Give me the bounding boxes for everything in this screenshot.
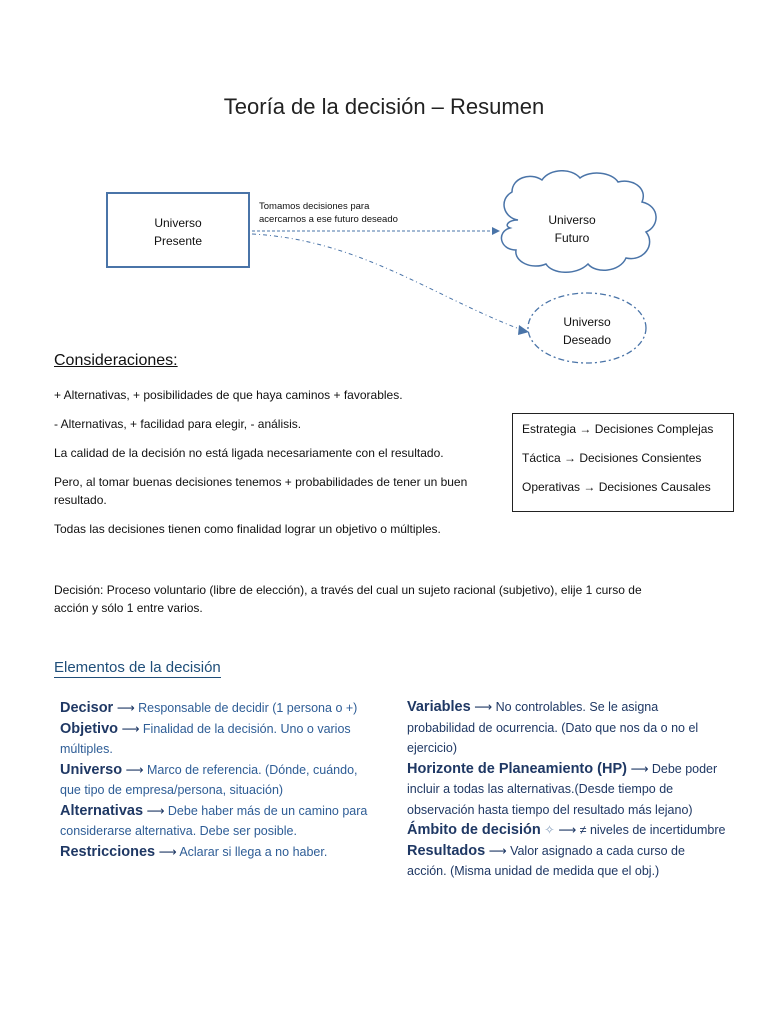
elements-heading: Elementos de la decisión (54, 659, 221, 676)
element-entry (407, 697, 727, 759)
element-term: Variables (407, 699, 471, 715)
arrow-icon: ⟶ (474, 700, 493, 714)
element-desc: Responsable de decidir (1 persona o +) (138, 701, 358, 715)
element-term: Resultados (407, 842, 486, 859)
future-line-1: Universo (548, 213, 596, 227)
element-desc: Marco de referencia. (Dónde, cuándo, que tipo de empresa/persona, situación) (60, 762, 358, 797)
decision-definition: Decisión: Proceso voluntario (libre de elección), a través del cual un sujeto racional (subjetivo), elije 1 curso de acción y sólo 1 entre varios. (54, 583, 642, 615)
strategy-item: Táctica → Decisiones Consientes (522, 451, 702, 465)
element-entry (407, 841, 727, 882)
element-term: Restricciones (60, 843, 156, 860)
arrow-icon: ⟶ (121, 721, 140, 736)
element-desc: No controlables. Se le asigna probabilidad de ocurrencia. (Dato que nos da o no el ejercicio) (407, 700, 699, 755)
element-desc: Aclarar si llega a no haber. (179, 844, 328, 859)
page-title: Teoría de la decisión – Resumen (223, 94, 545, 119)
consideration-item: Todas las decisiones tienen como finalidad lograr un objetivo o múltiples. (54, 522, 441, 536)
elements-right-column (407, 697, 727, 882)
elements-left-column (60, 698, 378, 862)
universe-present-label (106, 214, 250, 250)
element-term: Horizonte de Planeamiento (HP) (407, 760, 627, 777)
element-desc: Debe haber más de un camino para considerarse alternativa. Debe ser posible. (60, 803, 368, 838)
consideration-item: La calidad de la decisión no está ligada necesariamente con el resultado. (54, 446, 444, 460)
present-line-1: Universo (154, 216, 202, 230)
considerations-heading: Consideraciones: (54, 352, 178, 369)
element-desc: Debe poder incluir a todas las alternativas.(Desde tiempo de observación hasta tiempo del resultado más lejano) (407, 761, 718, 817)
element-entry (60, 801, 378, 842)
universe-desired-label (535, 313, 639, 349)
present-line-2: Presente (153, 234, 203, 248)
consideration-item: - Alternativas, + facilidad para elegir, - análisis. (54, 417, 302, 431)
arrow-icon: ⟶ (630, 761, 649, 776)
universe-future-label (520, 211, 624, 247)
arrow-icon: ⟶ (558, 823, 577, 837)
future-line-2: Futuro (554, 231, 590, 245)
element-desc: Valor asignado a cada curso de acción. (Misma unidad de medida que el obj.) (407, 843, 685, 878)
desired-line-1: Universo (563, 315, 611, 329)
arrow-to-desired (252, 234, 522, 330)
element-entry (60, 698, 378, 719)
element-term: Ámbito de decisión (407, 822, 541, 838)
strategy-item: Operativas → Decisiones Causales (522, 480, 711, 494)
element-entry (60, 719, 378, 760)
element-desc: Finalidad de la decisión. Uno o varios múltiples. (60, 721, 351, 756)
element-entry (60, 760, 378, 801)
element-entry (407, 759, 727, 821)
arrow-icon: ⟶ (158, 844, 177, 859)
element-term: Objetivo (60, 720, 119, 737)
arrow-icon: ⟶ (125, 762, 144, 777)
sparkle-icon: ✧ (544, 823, 555, 837)
element-term: Universo (60, 761, 123, 778)
element-entry (407, 820, 727, 841)
element-entry (60, 842, 378, 863)
desired-line-2: Deseado (562, 333, 612, 347)
note-line-2: acercarnos a ese futuro deseado (259, 214, 398, 225)
element-desc: ≠ niveles de incertidumbre (579, 823, 726, 837)
note-line-1: Tomamos decisiones para (259, 201, 370, 212)
element-term: Alternativas (60, 802, 144, 819)
element-term: Decisor (60, 700, 114, 716)
diagram-note (259, 200, 459, 226)
consideration-item: + Alternativas, + posibilidades de que haya caminos + favorables. (54, 388, 403, 402)
arrow-icon: ⟶ (488, 843, 507, 858)
strategy-item: Estrategia → Decisiones Complejas (522, 422, 714, 436)
strategy-box (512, 413, 734, 512)
consideration-item: Pero, al tomar buenas decisiones tenemos + probabilidades de tener un buen resultado. (54, 475, 468, 507)
arrow-icon: ⟶ (116, 701, 135, 715)
arrow-icon: ⟶ (146, 803, 165, 818)
